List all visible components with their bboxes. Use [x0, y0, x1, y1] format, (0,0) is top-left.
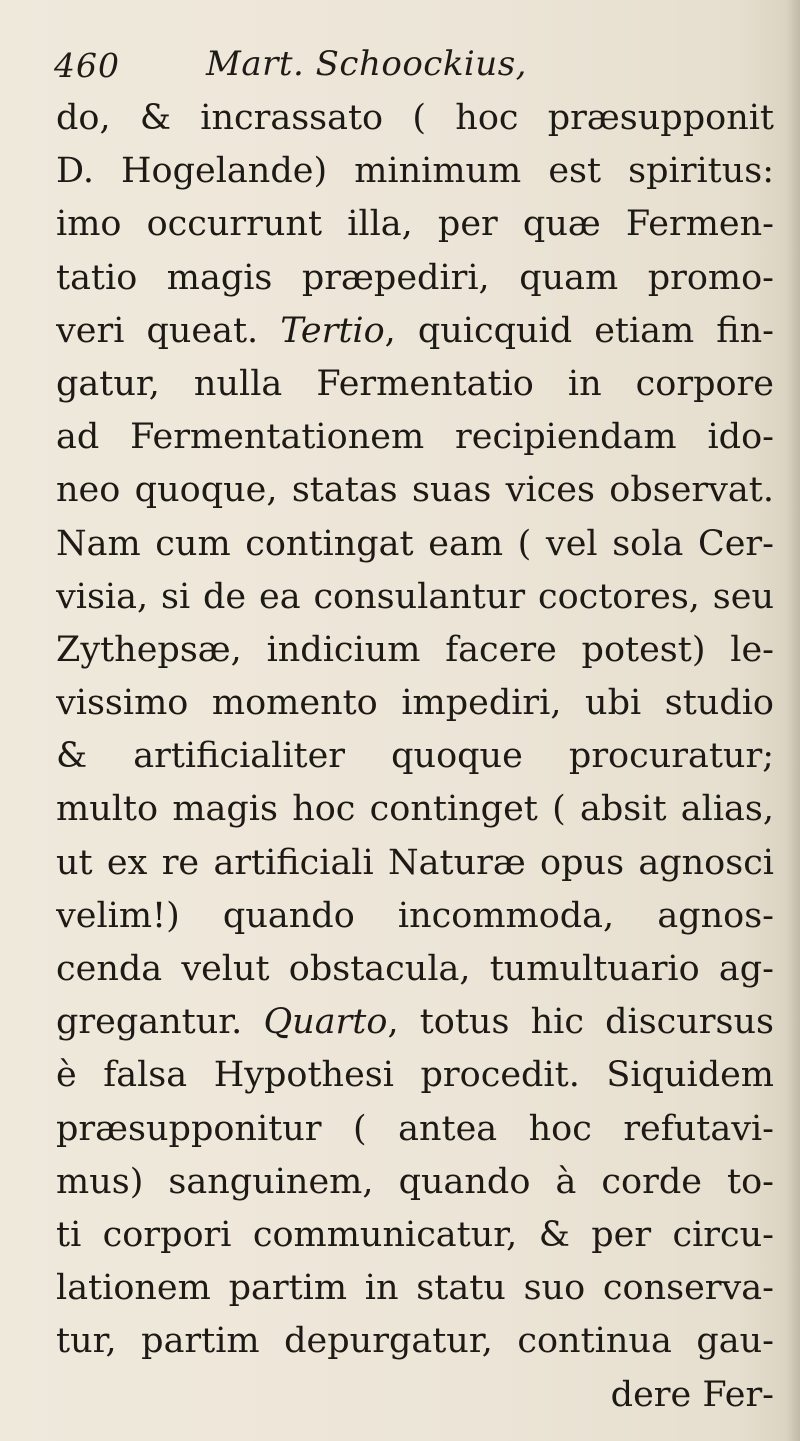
text-line — [56, 411, 774, 464]
text-segment: tatio magis præpediri, quam promo- — [56, 257, 774, 298]
text-segment: neo quoque, statas suas vices observat. — [56, 470, 774, 511]
text-segment: vissimo momento impediri, ubi studio — [56, 683, 774, 724]
text-line — [56, 1156, 774, 1209]
text-line — [56, 730, 774, 783]
text-line — [56, 198, 774, 251]
text-segment: gatur, nulla Fermentatio in corpore — [56, 363, 774, 404]
text-segment: ti corpori communicatur, & per circu- — [56, 1214, 774, 1255]
text-segment: dere Fer- — [610, 1374, 774, 1415]
text-segment: Zythepsæ, indicium facere potest) le- — [56, 629, 774, 670]
text-line — [56, 996, 774, 1049]
text-segment: mus) sanguinem, quando à corde to- — [56, 1161, 774, 1202]
text-segment: Tertio — [280, 310, 385, 351]
text-segment: cenda velut obstacula, tumultuario ag- — [56, 949, 774, 989]
text-line — [56, 1209, 774, 1262]
text-segment: multo magis hoc continget ( absit alias, — [56, 789, 774, 830]
text-line — [56, 943, 774, 996]
text-line — [56, 624, 774, 677]
text-segment: præsupponitur ( antea hoc refutavi- — [56, 1108, 774, 1149]
text-segment: tur, partim depurgatur, continua gau- — [56, 1321, 774, 1362]
running-head — [54, 40, 754, 96]
body-text — [56, 92, 774, 1422]
text-line — [56, 145, 774, 198]
text-segment: lationem partim in statu suo conserva- — [56, 1268, 774, 1309]
text-line — [56, 837, 774, 890]
text-line — [56, 571, 774, 624]
text-segment: è falsa Hypothesi procedit. Siquidem — [56, 1055, 774, 1096]
page-edge-shadow — [786, 0, 800, 1441]
text-segment: imo occurrunt illa, per quæ Fermen- — [56, 204, 774, 245]
text-segment: do, & incrassato ( hoc præsupponit — [56, 98, 774, 138]
text-line — [56, 1315, 774, 1368]
text-segment: visia, si de ea consulantur coctores, seu — [56, 576, 774, 617]
text-line — [56, 305, 774, 358]
text-line — [56, 677, 774, 730]
text-segment: ut ex re artificiali Naturæ opus agnosci — [56, 842, 774, 883]
text-line — [56, 1262, 774, 1315]
text-line — [56, 92, 774, 145]
text-segment: velim!) quando incommoda, agnos- — [56, 895, 774, 936]
text-line — [56, 1103, 774, 1156]
text-line — [56, 464, 774, 517]
text-line — [56, 783, 774, 836]
text-segment: , totus hic discursus — [387, 1002, 774, 1043]
text-segment: ad Fermentationem recipiendam ido- — [56, 417, 774, 458]
text-line — [56, 252, 774, 305]
text-segment: & artificialiter quoque procuratur; — [56, 736, 774, 777]
text-segment: , quicquid etiam fin- — [384, 310, 774, 351]
text-line — [56, 1049, 774, 1102]
running-title: Mart. Schoockius, — [206, 44, 527, 84]
text-line — [56, 890, 774, 943]
text-line — [56, 358, 774, 411]
text-segment: Quarto — [263, 1002, 388, 1043]
text-segment: Nam cum contingat eam ( vel sola Cer- — [56, 523, 774, 564]
text-segment: veri queat. — [56, 310, 281, 351]
text-line — [56, 518, 774, 571]
text-segment: D. Hogelande) minimum est spiritus: — [56, 151, 774, 192]
text-line — [56, 1369, 774, 1422]
text-segment: gregantur. — [56, 1002, 264, 1043]
page-number: 460 — [54, 46, 120, 85]
